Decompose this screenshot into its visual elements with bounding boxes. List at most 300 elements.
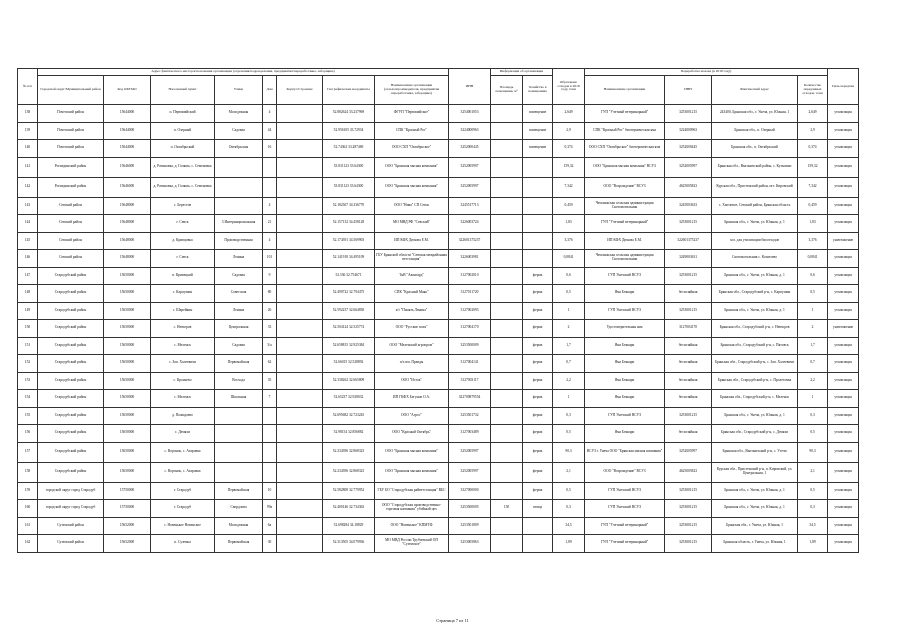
cell-district: Суземский район (38, 517, 104, 535)
cell-num: 143 (18, 197, 38, 215)
cell-house (263, 462, 277, 482)
cell-oktmo: 15648000 (104, 215, 151, 233)
cell-area (491, 105, 523, 123)
cell-building (277, 372, 323, 390)
cell-milk: 0,3 (553, 407, 585, 425)
cell-proc-addr: Скотомогильник с. Кошелево (712, 250, 798, 268)
cell-settlement: п. Октябрьский (151, 140, 215, 158)
table-row (18, 122, 859, 140)
cell-area (491, 177, 523, 197)
cell-house (263, 442, 277, 462)
cell-oktmo: 15650000 (104, 372, 151, 390)
cell-street: Школьная (215, 390, 263, 408)
cell-house: 6a (263, 517, 277, 535)
cell-district: Стародубский район (38, 442, 104, 462)
cell-org: МО МВД России Трубчевский ОП "Суземское" (375, 535, 449, 553)
cell-amount: 159,32 (798, 157, 828, 177)
cell-amount: 90,3 (798, 442, 828, 462)
cell-settlement: д. Ратиновка, д. Голяшь, с. Семеновка (151, 177, 215, 197)
cell-num: 148 (18, 285, 38, 303)
cell-building (277, 482, 323, 500)
cell-amount: 0,7 (798, 355, 828, 373)
cell-proc-inn: 3252000445 (665, 140, 712, 158)
cell-building (277, 140, 323, 158)
cell-num: 142 (18, 177, 38, 197)
cell-street (215, 157, 263, 177)
col-proc-inn: ИНН (665, 76, 712, 105)
cell-oktmo: 15650000 (104, 462, 151, 482)
cell-org: ГБУ БО "Стародубская райветстанция" ВБС (375, 482, 449, 500)
cell-milk: 2 (553, 320, 585, 338)
cell-amount: 2,2 (798, 372, 828, 390)
cell-milk: 0,459 (553, 197, 585, 215)
cell-coords: 52.234396 32.868323 (323, 442, 375, 462)
cell-proc-org: ВСУЗ г. Унеча ООО "Брянская мясная компания" (585, 442, 665, 462)
cell-proc-addr: Курская обл., Пристенский р-н, п. Кировский, ул. Центральная, 1 (712, 462, 798, 482)
cell-proc-org: ИП КФХ Дюкова Е.М. (585, 232, 665, 250)
col-settlement: Населенный пункт (151, 76, 215, 105)
cell-coords: 52.956105 33.72934 (323, 122, 375, 140)
cell-district: Севский район (38, 250, 104, 268)
cell-proc-addr: Брянская область, г. Унеча, ул. Южная, 1 (712, 535, 798, 553)
cell-purpose: утилизация (828, 462, 859, 482)
cell-house: 16 (263, 140, 277, 158)
cell-proc-addr: Брянская обл., Стародубский р-н, с. Пролетовка (712, 372, 798, 390)
cell-proc-org: Яма Беккари (585, 285, 665, 303)
cell-proc-inn: 4625005823 (665, 177, 712, 197)
cell-inn: 3127002093 (449, 302, 491, 320)
cell-org: СПК "Красный Рог" (375, 122, 449, 140)
cell-proc-org: Яма Беккари (585, 390, 665, 408)
cell-area (491, 302, 523, 320)
cell-proc-org: Удостоверительная яма (585, 320, 665, 338)
cell-premises: ферма (523, 285, 553, 303)
cell-org: ООО "Нива" СП Севск (375, 197, 449, 215)
cell-proc-inn: 3249003631 (665, 250, 712, 268)
cell-area (491, 355, 523, 373)
cell-oktmo: 15750000 (104, 482, 151, 500)
cell-org: СПК "Красный Маяк" (375, 285, 449, 303)
col-purpose: Цель передачи (828, 69, 859, 105)
cell-settlement: с. Воронок, с. Азаровка (151, 462, 215, 482)
cell-proc-addr: Брянская обл., п. Озерный (712, 122, 798, 140)
cell-org: ООО "Агрос" (375, 407, 449, 425)
cell-milk: 0,6 (553, 267, 585, 285)
cell-proc-addr: с. Хмелевое, Севский район, Брянская область (712, 197, 798, 215)
cell-num: 139 (18, 122, 38, 140)
cell-building (277, 517, 323, 535)
cell-building (277, 462, 323, 482)
cell-amount: 0,3 (798, 500, 828, 518)
cell-coords: 52.338262 32.665809 (323, 372, 375, 390)
cell-proc-addr: Брянская обл., г. Унеча, ул. Южная, д. 1 (712, 215, 798, 233)
table-row (18, 517, 859, 535)
cell-proc-addr: Брянская обл., г. Унеча, ул. Южная, д. 1 (712, 500, 798, 518)
cell-house: 10 (263, 482, 277, 500)
table-row (18, 267, 859, 285)
table-row (18, 337, 859, 355)
cell-purpose: утилизация (828, 535, 859, 553)
cell-premises: ферма (523, 355, 553, 373)
cell-proc-inn: 3252005997 (665, 157, 712, 177)
cell-district: Почепский район (38, 105, 104, 123)
cell-premises: ферма (523, 425, 553, 443)
cell-street (215, 442, 263, 462)
cell-oktmo: 15650000 (104, 267, 151, 285)
table-row (18, 250, 859, 268)
cell-district: Стародубский район (38, 425, 104, 443)
cell-proc-addr: Брянская обл., Стародубский р-н, с. Меленск (712, 390, 798, 408)
cell-premises (523, 157, 553, 177)
cell-proc-org: ГУП Унечский ВСУЗ (585, 500, 665, 518)
cell-district: Стародубский район (38, 407, 104, 425)
cell-purpose: утилизация (828, 215, 859, 233)
col-milk: Образовано отходов в 2018 году, тонн (553, 69, 585, 105)
col-inn: ИНН (449, 69, 491, 105)
cell-proc-inn: бесхозяйная (665, 372, 712, 390)
cell-house: 101 (263, 250, 277, 268)
table-row (18, 215, 859, 233)
cell-coords: 52.882624 33.237969 (323, 105, 375, 123)
cell-area (491, 140, 523, 158)
cell-oktmo: 15652000 (104, 535, 151, 553)
cell-settlement: с. Карпушин (151, 285, 215, 303)
cell-proc-addr: Брянская обл., Стародубский р-н, с. Демяхи (712, 425, 798, 443)
table-row (18, 140, 859, 158)
cell-proc-inn: бесхозяйная (665, 355, 712, 373)
cell-org: ООО СХП "Октябрьское" (375, 140, 449, 158)
cell-area (491, 320, 523, 338)
cell-inn: 322700879554 (449, 390, 491, 408)
col-proc-org: Наименование организации (585, 76, 665, 105)
cell-street: Октябрьская (215, 140, 263, 158)
table-row (18, 355, 859, 373)
cell-proc-org: Яма Беккари (585, 355, 665, 373)
cell-area (491, 250, 523, 268)
cell-oktmo: 15650000 (104, 355, 151, 373)
cell-building (277, 157, 323, 177)
cell-house: 62 (263, 355, 277, 373)
cell-proc-org: Яма Беккари (585, 425, 665, 443)
cell-amount: 3,376 (798, 232, 828, 250)
cell-street: Садовая (215, 337, 263, 355)
cell-building (277, 337, 323, 355)
cell-milk: 0,5 (553, 425, 585, 443)
cell-amount: 0,0841 (798, 250, 828, 268)
cell-inn: 3252000445 (449, 140, 491, 158)
cell-district: Севский район (38, 197, 104, 215)
cell-proc-addr: Брянская обл., Стародубский р-н, с. Невзоров (712, 320, 798, 338)
cell-proc-org: ООО "Брянская мясная компания" ВСУЗ (585, 157, 665, 177)
cell-proc-inn: 4625005823 (665, 462, 712, 482)
cell-num: 146 (18, 250, 38, 268)
cell-area (491, 267, 523, 285)
cell-proc-addr: Брянская обл., г. Унеча, ул. Южная, д. 1 (712, 267, 798, 285)
cell-premises: помещение (523, 122, 553, 140)
cell-premises: ферма (523, 390, 553, 408)
table-row (18, 320, 859, 338)
cell-settlement: с. Берестов (151, 197, 215, 215)
cell-coords: 52.658815 32.925384 (323, 337, 375, 355)
cell-house: 4 (263, 105, 277, 123)
table-row (18, 302, 859, 320)
cell-purpose: утилизация (828, 372, 859, 390)
cell-house: 7 (263, 390, 277, 408)
cell-building (277, 105, 323, 123)
header-group-row (18, 69, 859, 76)
cell-inn: 3127003489 (449, 425, 491, 443)
cell-inn: 3253500009 (449, 337, 491, 355)
page-footer: Страница 7 из 11 (436, 618, 469, 623)
col-org: Наименование организации (сельхозпроизводителя, предприятия переработчика, заборщика) (375, 76, 449, 105)
cell-building (277, 390, 323, 408)
cell-coords: 52.582808 32.779952 (323, 482, 375, 500)
cell-building (277, 122, 323, 140)
table-row (18, 407, 859, 425)
cell-building (277, 232, 323, 250)
cell-street (215, 197, 263, 215)
cell-milk: 2,9 (553, 122, 585, 140)
cell-inn: 3226003981 (449, 250, 491, 268)
cell-org: МО МВД РФ "Севский" (375, 215, 449, 233)
cell-oktmo: 15650000 (104, 442, 151, 462)
cell-street (215, 425, 263, 443)
cell-proc-org: Яма Беккари (585, 337, 665, 355)
cell-house: 30 (263, 535, 277, 553)
col-house: Дом (263, 76, 277, 105)
cell-milk: 2,649 (553, 105, 585, 123)
cell-district: Стародубский район (38, 390, 104, 408)
cell-settlement: с. Кроньево (151, 372, 215, 390)
cell-oktmo: 15652000 (104, 517, 151, 535)
cell-num: 149 (18, 302, 38, 320)
cell-inn: 3254001053 (449, 105, 491, 123)
cell-oktmo: 15648000 (104, 250, 151, 268)
cell-premises: помещение (523, 140, 553, 158)
cell-oktmo: 15650000 (104, 285, 151, 303)
cell-district: Суземский район (38, 535, 104, 553)
cell-district: Стародубский район (38, 372, 104, 390)
cell-building (277, 425, 323, 443)
cell-settlement: д. Ратиновка, д. Голяшь, с. Семеновка (151, 157, 215, 177)
cell-area (491, 462, 523, 482)
cell-purpose: утилизация (828, 157, 859, 177)
cell-org: ООО "Красный Октябрь" (375, 425, 449, 443)
cell-org: ИП ГКФХ Бегунов О.А. (375, 390, 449, 408)
cell-coords: 52.536 32.754671 (323, 267, 375, 285)
cell-proc-addr: Курская обл., Пристенский район, пгт. Кировский (712, 177, 798, 197)
cell-org: ГБУ Брянской области "Севская межрайонная ветстанция" (375, 250, 449, 268)
cell-street (215, 177, 263, 197)
cell-settlement: п. Первомайский (151, 105, 215, 123)
cell-district: Стародубский район (38, 337, 104, 355)
table-row (18, 197, 859, 215)
col-district: Городской округ/Муниципальный район (38, 76, 104, 105)
cell-settlement: с. Меленск (151, 337, 215, 355)
cell-milk: 0,7 (553, 355, 585, 373)
cell-proc-inn: бесхозяйная (665, 337, 712, 355)
cell-street: Производственная (215, 232, 263, 250)
cell-building (277, 302, 323, 320)
cell-inn: 3127011720 (449, 285, 491, 303)
cell-district: Стародубский район (38, 355, 104, 373)
cell-purpose: утилизация (828, 250, 859, 268)
cell-oktmo: 15646000 (104, 157, 151, 177)
cell-num: 161 (18, 517, 38, 535)
cell-amount: 2,649 (798, 105, 828, 123)
cell-proc-addr: хоз. для утилизации биоотходов (712, 232, 798, 250)
cell-building (277, 320, 323, 338)
cell-inn: 3253005863 (449, 535, 491, 553)
cell-proc-inn: бесхозяйная (665, 425, 712, 443)
cell-area (491, 157, 523, 177)
cell-org: а/т "Память Ленина" (375, 302, 449, 320)
cell-building (277, 267, 323, 285)
cell-coords: 52.182367 34.336770 (323, 197, 375, 215)
cell-district: Почепский район (38, 140, 104, 158)
cell-coords: 52.313505 34.079936 (323, 535, 375, 553)
cell-milk: 90,3 (553, 442, 585, 462)
cell-house (263, 407, 277, 425)
cell-inn: 3252005997 (449, 177, 491, 197)
col-proc-addr: Фактический адрес (712, 76, 798, 105)
cell-purpose: утилизация (828, 122, 859, 140)
group-address: Адрес фактического месторасположения организации (отделения/подразделения, предприятия/переработчика, заборщика) (38, 69, 449, 76)
cell-street: Ленина (215, 250, 263, 268)
cell-num: 152 (18, 355, 38, 373)
col-building: Корпус/Строение (277, 76, 323, 105)
document-sheet (17, 68, 854, 553)
cell-inn: 3252005997 (449, 157, 491, 177)
cell-area (491, 442, 523, 462)
table-row (18, 482, 859, 500)
table-row (18, 535, 859, 553)
cell-premises (523, 517, 553, 535)
cell-district: городской округ город Стародуб (38, 500, 104, 518)
cell-coords: 52.504124 32.525774 (323, 320, 375, 338)
cell-amount: 2,1 (798, 462, 828, 482)
cell-street: Первомайская (215, 355, 263, 373)
cell-proc-org: ГУП "Учетный ветеринарный" (585, 215, 665, 233)
cell-purpose: утилизация (828, 337, 859, 355)
cell-amount: 1,89 (798, 535, 828, 553)
cell-district: Стародубский район (38, 285, 104, 303)
cell-milk: 0,3 (553, 500, 585, 518)
cell-amount: 0,3 (798, 407, 828, 425)
cell-premises (523, 250, 553, 268)
cell-num: 151 (18, 337, 38, 355)
cell-premises: ферма (523, 337, 553, 355)
cell-milk: 7,342 (553, 177, 585, 197)
group-info: Информация об организации (491, 69, 553, 76)
cell-proc-inn: 3252005997 (665, 442, 712, 462)
cell-org: ООО "Исток" (375, 372, 449, 390)
cell-coords: 52.490722 32.794475 (323, 285, 375, 303)
cell-street: Молодежная (215, 105, 263, 123)
cell-oktmo: 15644000 (104, 105, 151, 123)
cell-settlement: д. Кривцовка (151, 232, 215, 250)
cell-inn: 3224000963 (449, 122, 491, 140)
cell-oktmo: 15648000 (104, 232, 151, 250)
cell-building (277, 407, 323, 425)
cell-house (263, 177, 277, 197)
cell-street: Молодежная (215, 517, 263, 535)
cell-proc-addr: Брянская обл., Стародубский р-н, с. Пятовск (712, 337, 798, 355)
cell-area (491, 372, 523, 390)
cell-proc-org: ГУП "Учетный ветеринарный" (585, 535, 665, 553)
cell-num: 160 (18, 500, 38, 518)
cell-oktmo: 15650000 (104, 320, 151, 338)
cell-proc-addr: Брянская обл., г. Унеча, ул. Южная, д. 1 (712, 482, 798, 500)
cell-milk: 2,2 (553, 372, 585, 390)
cell-building (277, 197, 323, 215)
table-row (18, 425, 859, 443)
cell-settlement: г. Стародуб (151, 500, 215, 518)
cell-district: Севский район (38, 232, 104, 250)
cell-settlement: с. Меленск (151, 390, 215, 408)
waste-table (17, 68, 859, 553)
cell-inn: 322601375237 (449, 232, 491, 250)
cell-district: городской округ город Стародуб (38, 482, 104, 500)
cell-num: 144 (18, 215, 38, 233)
cell-proc-addr: Брянская обл., Стародубский р-н, с. Зап. Халеевичи (712, 355, 798, 373)
cell-area (491, 285, 523, 303)
cell-proc-org: СПК "Красный Рог" биотермическая яма (585, 122, 665, 140)
cell-area: 150 (491, 500, 523, 518)
cell-num: 147 (18, 267, 38, 285)
cell-settlement: п. Кривецкий (151, 267, 215, 285)
cell-inn: 3252005997 (449, 462, 491, 482)
cell-purpose: уничтожение (828, 232, 859, 250)
cell-settlement: с. Зап. Халеевичи (151, 355, 215, 373)
cell-area (491, 407, 523, 425)
cell-proc-addr: Брянская обл., п. Октябрьский (712, 140, 798, 158)
cell-purpose: утилизация (828, 425, 859, 443)
cell-street (215, 462, 263, 482)
cell-oktmo: 15650000 (104, 425, 151, 443)
cell-amount: 2,9 (798, 122, 828, 140)
cell-purpose: утилизация (828, 140, 859, 158)
cell-milk: 0,5 (553, 285, 585, 303)
cell-purpose: утилизация (828, 442, 859, 462)
cell-milk: 0,0841 (553, 250, 585, 268)
cell-milk: 1,83 (553, 215, 585, 233)
cell-amount: 7,342 (798, 177, 828, 197)
cell-oktmo: 15650000 (104, 302, 151, 320)
cell-premises (523, 197, 553, 215)
cell-street: Первомайская (215, 535, 263, 553)
cell-proc-inn: 3253001215 (665, 215, 712, 233)
header-row (18, 76, 859, 105)
cell-purpose: утилизация (828, 285, 859, 303)
col-area: Площадь помещения, м² (491, 76, 523, 105)
cell-num: 162 (18, 535, 38, 553)
cell-coords: 52.98154 32.856882 (323, 425, 375, 443)
cell-premises: ферма (523, 482, 553, 500)
cell-proc-inn: бесхозяйная (665, 285, 712, 303)
cell-coords: 52.65237 32.928032 (323, 390, 375, 408)
cell-house: 21 (263, 215, 277, 233)
cell-inn: 3127004170 (449, 320, 491, 338)
cell-building (277, 177, 323, 197)
cell-inn: 3253500005 (449, 500, 491, 518)
cell-org: ИП КФХ Дюкова Е.М. (375, 232, 449, 250)
cell-settlement: п. Суземка (151, 535, 215, 553)
cell-purpose: уничтожение (828, 320, 859, 338)
cell-proc-inn: 3253001215 (665, 482, 712, 500)
cell-coords: 52.234396 32.868323 (323, 462, 375, 482)
cell-proc-inn: 3253001215 (665, 535, 712, 553)
